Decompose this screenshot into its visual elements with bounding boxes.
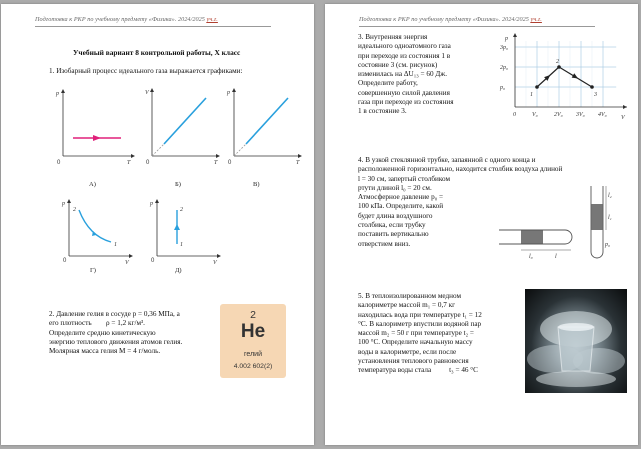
y-axis-label: p (505, 36, 508, 42)
svg-text:0: 0 (151, 258, 155, 264)
question-2-text: 2. Давление гелия в сосуде p = 0,36 МПа, а его плотность ρ = 1,2 кг/м³. Определите средню кинетическую энергию теплового движения атомов гелия. Молярная масса гелия M = 4 г/моль. (49, 310, 183, 356)
svg-text:0: 0 (146, 160, 150, 166)
y-axis-arrow (513, 33, 517, 37)
question-5-text: 5. В теплоизолированном медном калориметре массой m₁ = 0,7 кг находилась вода при температуре t₁ = 12 °С. В калориметр впустили водяной пар массой m₂ = 50 г при температуре t₂ = 100 °С. Определите начальную массу воды в калориметре, если после установления теплового равновесия температура воды стала t₃ = 46 °С (358, 292, 482, 375)
horizontal-tube (499, 230, 572, 260)
page-header: Подготовка к РКР по учебному предмету «Физика». 2024/2025 уч.г. (35, 16, 218, 23)
state-label: 2 (556, 59, 559, 65)
svg-text:V: V (145, 90, 149, 96)
calorimeter-steam-photo (525, 289, 627, 393)
vertical-tube (591, 186, 612, 258)
question-4-intro: 4. В узкой стеклянной трубке, запаянной с одного конца и расположенной горизонтально, находится столбик воздуха длиной (358, 156, 563, 174)
state-point (557, 65, 561, 69)
y-tick-label: p₀ (500, 85, 506, 91)
x-tick-label: 4V₀ (598, 112, 607, 118)
svg-text:T: T (214, 160, 218, 166)
x-axis-arrow (623, 105, 627, 109)
tube-diagram (493, 184, 633, 269)
graph-a (55, 86, 137, 166)
svg-text:0: 0 (228, 160, 232, 166)
element-symbol: He (240, 321, 266, 342)
svg-text:V: V (213, 260, 217, 264)
x-tick-label: 0 (513, 112, 516, 118)
graph-a-caption: А) (89, 181, 96, 188)
graph-e (147, 196, 223, 264)
steam-glass-illustration (525, 289, 627, 393)
page-right (325, 4, 638, 445)
svg-text:2: 2 (180, 207, 183, 213)
pv-diagram (493, 32, 630, 122)
atomic-mass: 4.002 602(2) (233, 363, 273, 370)
svg-text:2: 2 (73, 207, 76, 213)
svg-text:T: T (296, 160, 300, 166)
x-axis-label: V (621, 115, 625, 121)
x-tick-label: 2V₀ (554, 112, 563, 118)
page-header: Подготовка к РКР по учебному предмету «Физика». 2024/2025 уч.г. (359, 16, 542, 23)
svg-text:p: p (56, 91, 59, 97)
svg-text:p: p (62, 201, 65, 207)
graph-b-caption: Б) (175, 181, 181, 188)
y-tick-label: 2p₀ (500, 65, 509, 71)
svg-text:l₀: l₀ (529, 254, 533, 260)
svg-text:0: 0 (57, 160, 61, 166)
state-point (535, 85, 539, 89)
svg-text:l₁: l₁ (608, 215, 612, 221)
svg-text:1: 1 (114, 242, 117, 248)
page-left (1, 4, 314, 445)
svg-text:0: 0 (63, 258, 67, 264)
graph-e-caption: Д) (175, 267, 182, 274)
atomic-number: 2 (250, 309, 256, 321)
graph-c-caption: В) (253, 181, 260, 188)
svg-text:1: 1 (180, 242, 183, 248)
question-1-text: 1. Изобарный процесс идеального газа выражается графиками: (49, 67, 243, 75)
mercury-column-vertical (592, 204, 603, 230)
y-tick-label: 3p₀ (500, 45, 509, 51)
mercury-column (521, 231, 543, 244)
svg-text:p: p (227, 90, 230, 96)
helium-element-card (220, 304, 286, 378)
svg-text:l: l (555, 254, 557, 260)
graph-c (224, 84, 306, 166)
graph-d (59, 196, 135, 264)
question-4-text: l = 30 см, запертый столбиком ртути длиной l₀ = 20 см. Атмосферное давление p₀ = 100 кПа. Определите, какой будет длина воздушного столбика, если трубку поставить вертикально отверстием вниз. (358, 174, 451, 248)
state-point (590, 85, 594, 89)
svg-text:p: p (150, 201, 153, 207)
question-3-text: 3. Внутренняя энергия идеального одноатомного газа при переходе из состояния 1 в состояние 3 (см. рисунок) изменилась на ΔU₁₃ = 60 Дж. Определите работу, совершенную силой давления газа при переходе из состояния 1 в состояние 3. (358, 33, 454, 116)
state-label: 1 (530, 92, 533, 98)
state-label: 3 (594, 92, 597, 98)
header-rule (35, 26, 271, 27)
graph-b (142, 84, 222, 166)
svg-text:p₀: p₀ (605, 242, 611, 248)
x-tick-label: V₀ (532, 112, 538, 118)
svg-text:V: V (125, 260, 129, 264)
svg-text:l₂: l₂ (608, 193, 612, 199)
graph-d-caption: Г) (90, 267, 96, 274)
header-rule (359, 26, 595, 27)
worksheet-title: Учебный вариант 8 контрольной работы, X класс (73, 48, 241, 57)
x-tick-label: 3V₀ (576, 112, 585, 118)
element-name: гелий (244, 351, 262, 358)
svg-text:T: T (127, 160, 131, 166)
